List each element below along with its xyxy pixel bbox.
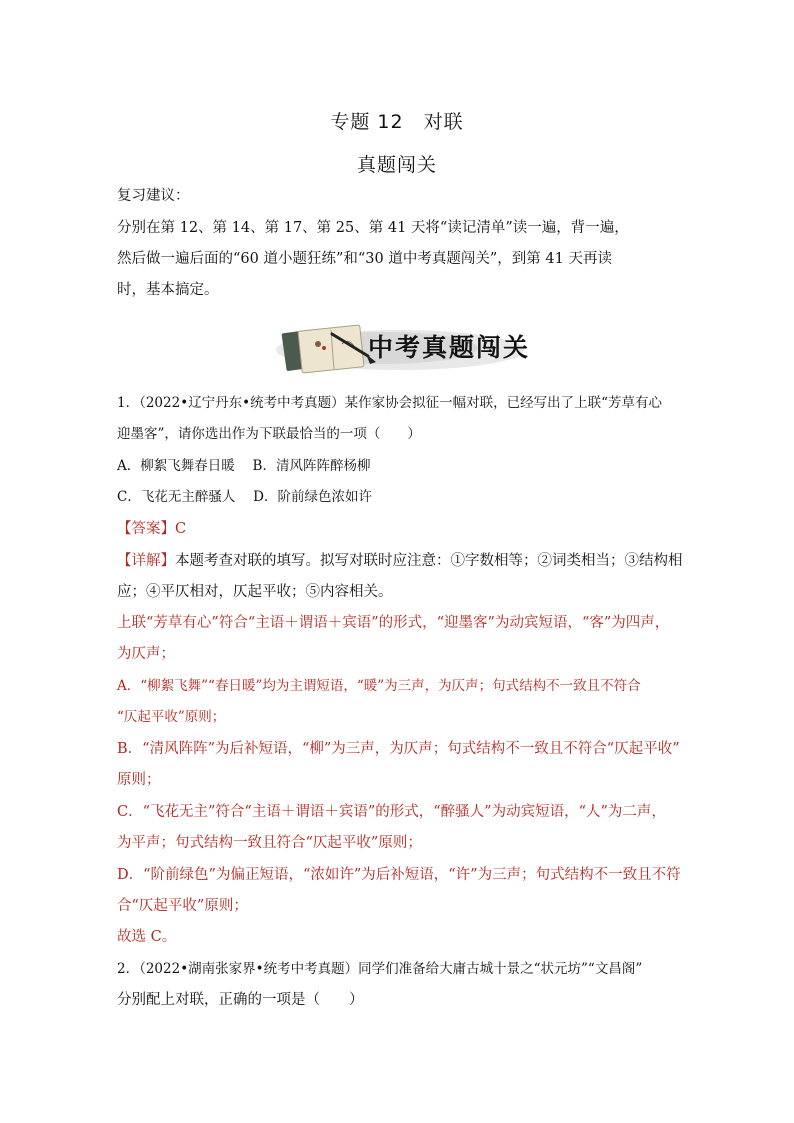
q1-answer — [117, 519, 697, 539]
review-heading: 复习建议： — [117, 188, 190, 204]
q1-answer-value: C — [175, 521, 187, 537]
page-subtitle: 真题闯关 — [356, 154, 437, 176]
q2-stem-line-2: 分别配上对联，正确的一项是（ ） — [117, 992, 364, 1008]
q1-analysis-option-c-2: 为平声；句式结构一致且符合“仄起平收”原则； — [117, 835, 422, 851]
section-banner-label: 中考真题闯关 — [368, 333, 531, 362]
q1-analysis-option-d-1: D．“阶前绿色”为偏正短语，“浓如许”为后补短语，“许”为三声；句式结构不一致且不符 — [117, 867, 681, 883]
q1-detail-text-1: 本题考查对联的填写。拟写对联时应注意：①字数相等；②词类相当；③结构相 — [175, 553, 683, 569]
q1-analysis-option-c-1: C．“飞花无主”符合“主语＋谓语＋宾语”的形式，“醉骚人”为动宾短语，“人”为二声， — [117, 804, 666, 820]
q1-analysis-option-a-2: “仄起平收”原则； — [117, 709, 226, 725]
q1-analysis-line-2: 为仄声； — [117, 646, 175, 662]
q1-detail-label: 【详解】 — [117, 553, 175, 569]
q1-analysis-option-a-1: A．“柳絮飞舞”“春日暖”均为主谓短语，“暖”为三声，为仄声；句式结构不一致且不符合 — [117, 678, 641, 694]
review-line-3: 时，基本搞定。 — [117, 282, 219, 298]
review-line-1: 分别在第 12、第 14、第 17、第 25、第 41 天将“读记清单”读一遍，背一遍， — [117, 220, 629, 236]
q2-stem-line-1: 2．（2022•湖南张家界•统考中考真题）同学们准备给大庸古城十景之“状元坊”“文昌阁” — [117, 961, 643, 977]
q1-analysis-option-b-2: 原则； — [117, 772, 161, 788]
q1-options-cd: C．飞花无主醉骚人 D．阶前绿色浓如许 — [117, 489, 372, 505]
q1-detail-line-2: 应；④平仄相对，仄起平收；⑤内容相关。 — [117, 584, 393, 600]
review-line-2: 然后做一遍后面的“60 道小题狂练”和“30 道中考真题闯关”，到第 41 天再读 — [117, 251, 612, 267]
q1-stem-line-1: 1．（2022•辽宁丹东•统考中考真题）某作家协会拟征一幅对联，已经写出了上联“芳草有心 — [117, 395, 663, 411]
section-banner — [272, 316, 531, 378]
q1-answer-label: 【答案】 — [117, 521, 175, 537]
q1-options-ab: A．柳絮飞舞春日暖 B．清风阵阵醉杨柳 — [117, 458, 371, 474]
page-title: 专题 12 对联 — [330, 111, 464, 133]
q1-detail-line-1 — [117, 551, 697, 571]
q1-analysis-option-b-1: B．“清风阵阵”为后补短语，“柳”为三声，为仄声；句式结构不一致且不符合“仄起平收” — [117, 741, 680, 757]
q1-conclusion: 故选 C。 — [117, 929, 177, 945]
q1-analysis-option-d-2: 合“仄起平收”原则； — [117, 898, 248, 914]
q1-analysis-line-1: 上联“芳草有心”符合“主语＋谓语＋宾语”的形式，“迎墨客”为动宾短语，“客”为四声， — [117, 615, 670, 631]
q1-stem-line-2: 迎墨客”，请你选出作为下联最恰当的一项（ ） — [117, 426, 421, 442]
